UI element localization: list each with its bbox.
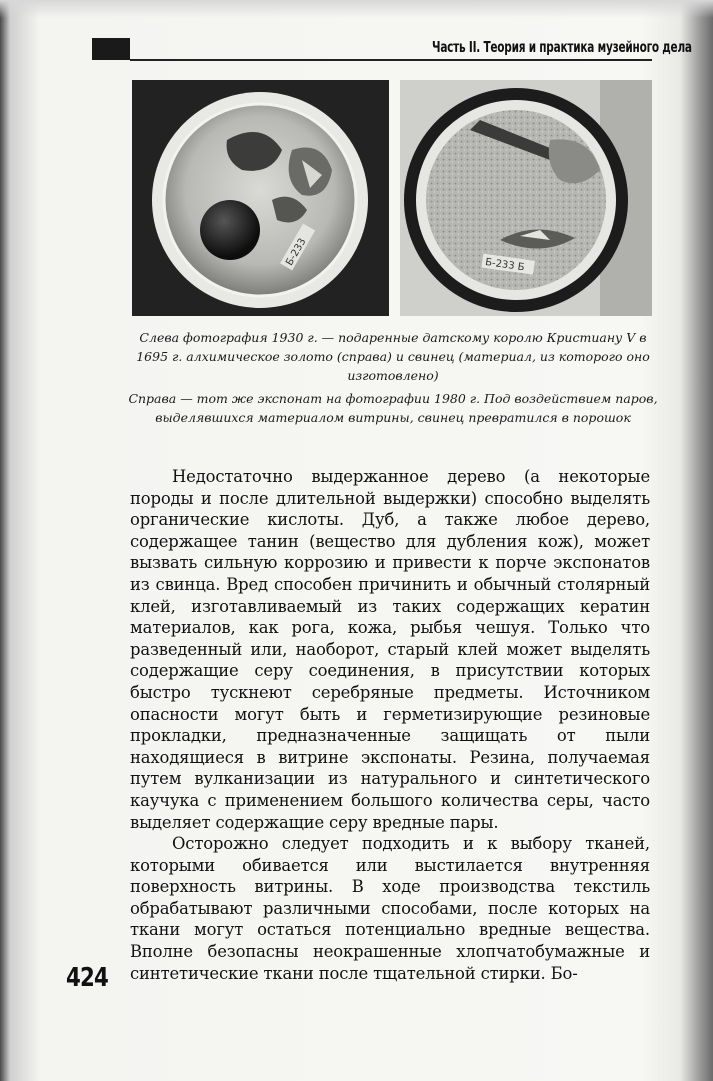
figure-caption-right: Справа — тот же экспонат на фотографии 1980 г. Под воздействием паров, выделявшихся материалом витрины, свинец превратился в порошок — [128, 391, 658, 425]
body-paragraph-1: Недостаточно выдержанное дерево (а некоторые породы и после длительной выдержки) способно выделять органические кислоты. Дуб, а также любое дерево, содержащее танин (вещество для дубления кож), может вызвать сильную коррозию и привести к порче экспонатов из свинца. Вред способен причинить и обычный столярный клей, изготавливаемый из таких содержащих кератин материалов, как рога, кожа, рыбья чешуя. Только что разведенный или, наоборот, старый клей может выделять содержащие серу соединения, в присутствии которых быстро тускнеют серебряные предметы. Источником опасности могут быть и герметизирующие резиновые прокладки, предназначенные защищать от пыли находящиеся в витрине экспонаты. Резина, получаемая путем вулканизации из натурального и синтетического каучука с применением большого количества серы, часто выделяет содержащие серу вредные пары. — [130, 467, 650, 832]
scan-edge-shadow — [0, 0, 713, 18]
page-tab-marker — [92, 38, 130, 60]
page-number: 424 — [66, 963, 109, 993]
photo-left-1930 — [132, 80, 389, 316]
photo-right-1980 — [400, 80, 652, 316]
photo-left-graphic — [132, 80, 389, 316]
body-paragraph-2: Осторожно следует подходить и к выбору тканей, которыми обивается или выстилается внутренняя поверхность витрины. В ходе производства текстиль обрабатывают различными способами, после которых на ткани могут остаться потенциально вредные вещества. Вполне безопасны неокрашенные хлопчатобумажные и синтетические ткани после тщательной стирки. Бо- — [130, 834, 650, 983]
photo-right-graphic — [400, 80, 652, 316]
header-rule — [130, 59, 652, 61]
figure-caption-left: Слева фотография 1930 г. — подаренные датскому королю Кристиану V в 1695 г. алхимическое золото (справа) и свинец (материал, из которого оно изготовлено) — [136, 330, 650, 383]
running-head: Часть II. Теория и практика музейного дела — [432, 38, 692, 56]
right-photo-label: Б-233 Б — [484, 256, 526, 274]
left-photo-label: Б-233 — [284, 236, 309, 268]
body-text — [130, 466, 650, 984]
